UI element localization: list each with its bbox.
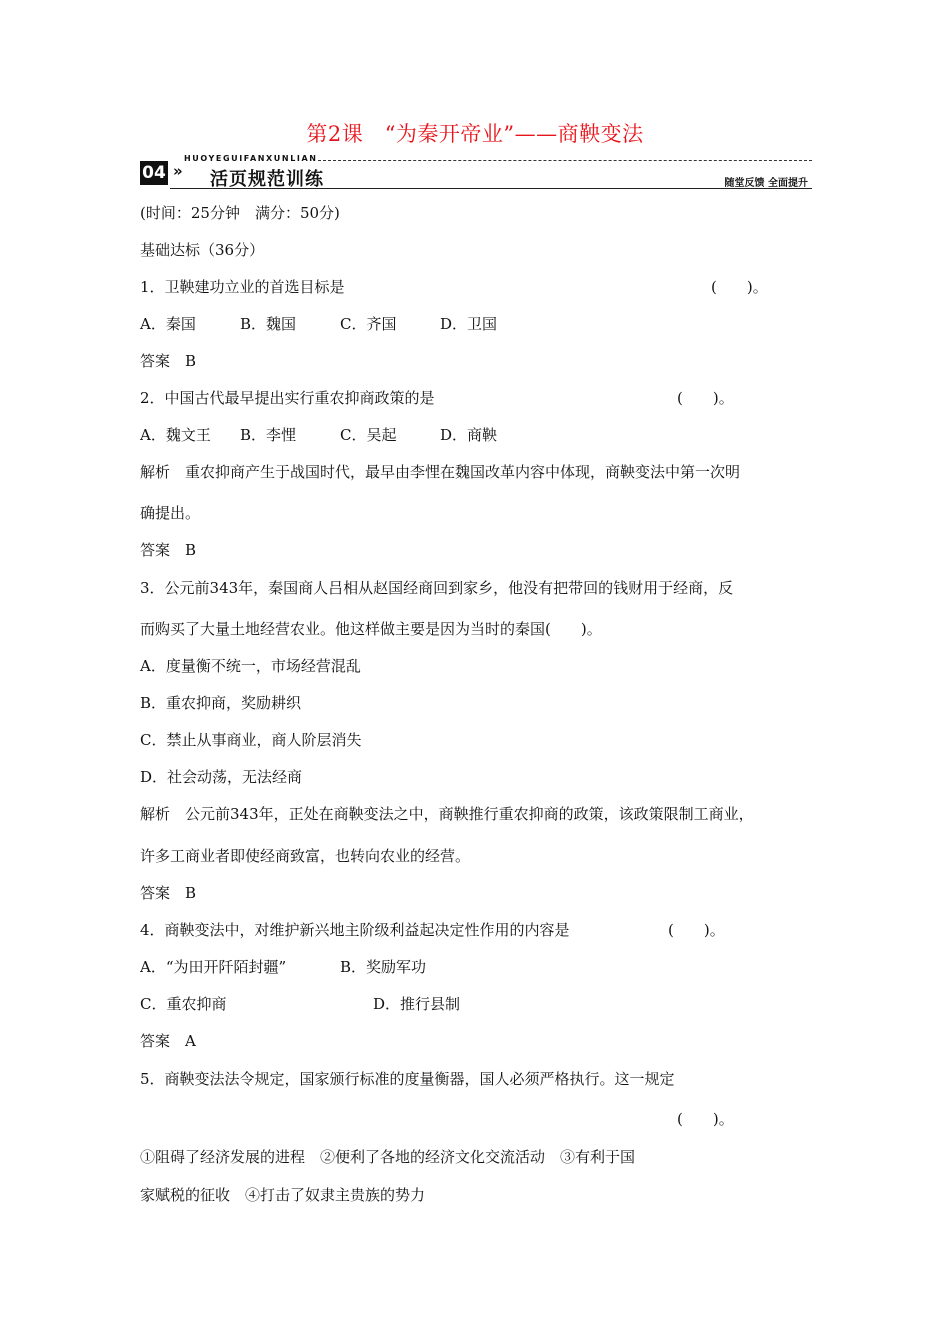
q1-option-d: D．卫国	[440, 315, 498, 333]
q3-option-c: C．禁止从事商业，商人阶层消失	[140, 731, 362, 749]
section-heading: 基础达标（36分）	[140, 241, 265, 259]
q3-stem-line-2: 而购买了大量土地经营农业。他这样做主要是因为当时的秦国( )。	[140, 620, 602, 638]
q2-analysis-line-2: 确提出。	[140, 504, 201, 522]
q4-paren: ( )。	[668, 921, 725, 939]
q2-analysis-line-1: 解析 重农抑商产生于战国时代，最早由李悝在魏国改革内容中体现，商鞅变法中第一次明	[140, 463, 741, 481]
q4-answer: 答案 A	[140, 1032, 196, 1050]
banner-number: 04	[140, 161, 168, 185]
q5-paren: ( )。	[677, 1110, 734, 1128]
q3-analysis-line-1: 解析 公元前343年，正处在商鞅变法之中，商鞅推行重农抑商的政策，该政策限制工商业，	[140, 805, 754, 823]
q2-answer: 答案 B	[140, 541, 197, 559]
banner-rule	[170, 188, 812, 189]
meta-info: (时间：25分钟 满分：50分)	[140, 204, 340, 222]
q2-option-a: A．魏文王	[140, 426, 211, 444]
q1-stem: 1．卫鞅建功立业的首选目标是	[140, 278, 345, 296]
q2-options	[140, 424, 497, 445]
q3-analysis-line-2: 许多工商业者即使经商致富，也转向农业的经营。	[140, 847, 471, 865]
q1-options	[140, 313, 497, 334]
section-banner	[140, 152, 812, 192]
banner-pinyin: HUOYEGUIFANXUNLIAN	[184, 154, 318, 163]
q3-option-b: B．重农抑商，奖励耕织	[140, 694, 302, 712]
q1-option-c: C．齐国	[340, 315, 397, 333]
q5-items-line-1: ①阻碍了经济发展的进程 ②便利了各地的经济文化交流活动 ③有利于国	[140, 1148, 636, 1166]
q3-option-a: A．度量衡不统一，市场经营混乱	[140, 657, 361, 675]
q4-stem: 4．商鞅变法中，对维护新兴地主阶级利益起决定性作用的内容是	[140, 921, 570, 939]
q4-options-row-2	[140, 993, 460, 1014]
q3-stem-line-1: 3．公元前343年，秦国商人吕相从赵国经商回到家乡，他没有把带回的钱财用于经商，反	[140, 579, 734, 597]
q1-paren: ( )。	[711, 278, 768, 296]
q2-stem: 2．中国古代最早提出实行重农抑商政策的是	[140, 389, 435, 407]
q1-answer: 答案 B	[140, 352, 197, 370]
double-chevron-icon: »	[173, 162, 183, 180]
q4-option-d: D．推行县制	[373, 995, 461, 1013]
q4-option-c: C．重农抑商	[140, 995, 227, 1013]
q4-options-row-1	[140, 956, 426, 977]
q2-option-c: C．吴起	[340, 426, 397, 444]
page-title: 第2课 “为秦开帝业”——商鞅变法	[306, 122, 644, 146]
q3-answer: 答案 B	[140, 884, 197, 902]
q5-stem: 5．商鞅变法法令规定，国家颁行标准的度量衡器，国人必须严格执行。这一规定	[140, 1070, 675, 1088]
banner-right-text: 随堂反馈 全面提升	[724, 178, 808, 189]
q2-option-d: D．商鞅	[440, 426, 498, 444]
q1-option-a: A．秦国	[140, 315, 196, 333]
q1-option-b: B．魏国	[240, 315, 297, 333]
q2-option-b: B．李悝	[240, 426, 297, 444]
q2-paren: ( )。	[677, 389, 734, 407]
q4-option-b: B．奖励军功	[340, 958, 427, 976]
banner-dashed-rule	[318, 160, 812, 161]
banner-name: 活页规范训练	[210, 169, 324, 190]
q4-option-a: A．“为田开阡陌封疆”	[140, 958, 287, 976]
q3-option-d: D．社会动荡，无法经商	[140, 768, 303, 786]
q5-items-line-2: 家赋税的征收 ④打击了奴隶主贵族的势力	[140, 1186, 426, 1204]
